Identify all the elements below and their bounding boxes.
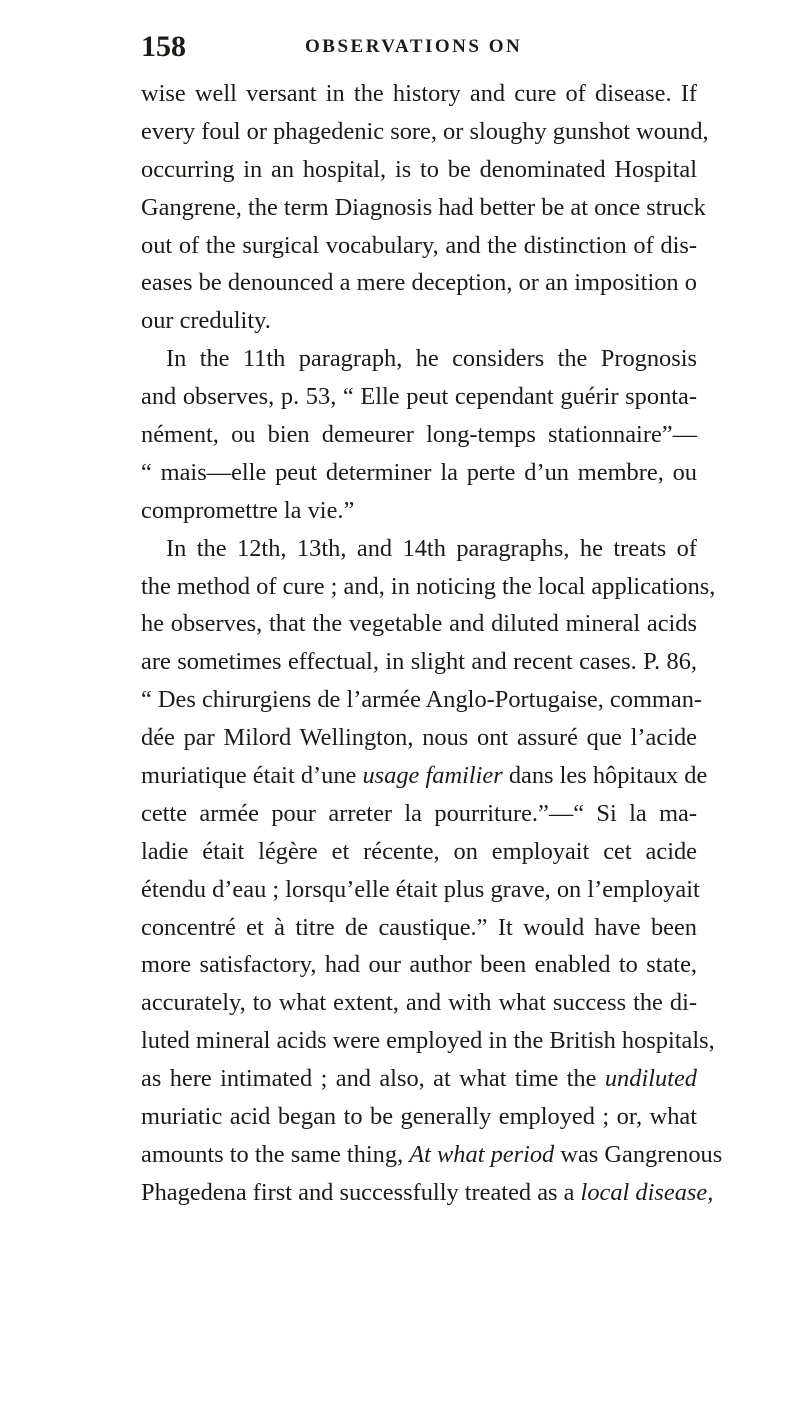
text-line — [141, 492, 697, 530]
running-title: OBSERVATIONS ON — [305, 36, 523, 57]
text-line-content: dée par Milord Wellington, nous ont assuré que l’acide — [141, 724, 697, 752]
text-line-content: he observes, that the vegetable and diluted mineral acids — [141, 610, 697, 638]
text-line — [141, 113, 709, 151]
text-line — [141, 909, 697, 947]
text-line-content: muriatic acid began to be generally employed ; or, what — [141, 1103, 697, 1131]
text-line-content: as here intimated ; and also, at what time the — [141, 1065, 605, 1093]
text-line — [141, 605, 697, 643]
text-line — [141, 264, 697, 302]
text-line-content: and observes, p. 53, “ Elle peut cependant guérir sponta- — [141, 383, 697, 411]
text-line-continuation: dans les hôpitaux de — [502, 762, 708, 790]
text-line-content: ladie était légère et récente, on employait cet acide — [141, 837, 697, 865]
text-line-content: nément, ou bien demeurer long-temps stationnaire”— — [141, 421, 697, 449]
text-line-content: occurring in an hospital, is to be denominated Hospital — [141, 155, 697, 183]
text-line — [141, 795, 697, 833]
text-line-content: every foul or phagedenic sore, or sloughy gunshot wound, — [141, 117, 709, 145]
page-header — [141, 30, 701, 64]
text-line-content: cette armée pour arreter la pourriture.”—“ Si la ma- — [141, 799, 697, 827]
text-line — [141, 1060, 697, 1098]
text-line-content: Phagedena first and successfully treated as a — [141, 1178, 581, 1206]
text-line — [141, 151, 697, 189]
text-line — [141, 189, 706, 227]
text-line-content: out of the surgical vocabulary, and the distinction of dis- — [141, 231, 697, 259]
text-line — [141, 681, 703, 719]
italic-text: At what period — [409, 1140, 555, 1168]
text-line — [141, 719, 697, 757]
text-line-content: Gangrene, the term Diagnosis had better be at once struck — [141, 193, 706, 221]
text-line — [141, 75, 697, 113]
text-line-content: our credulity. — [141, 307, 271, 335]
italic-text: undiluted — [604, 1065, 697, 1093]
text-line-content: In the 12th, 13th, and 14th paragraphs, he treats of — [166, 534, 697, 562]
text-line-content: the method of cure ; and, in noticing the local applications, — [141, 572, 716, 600]
text-line — [141, 1136, 723, 1174]
text-line — [141, 227, 697, 265]
text-line-content: “ Des chirurgiens de l’armée Anglo-Portugaise, comman- — [141, 686, 703, 714]
text-line-content: compromettre la vie.” — [141, 496, 355, 524]
body-text — [141, 75, 723, 1212]
italic-text: local disease, — [580, 1178, 714, 1206]
text-line-content: luted mineral acids were employed in the British hospitals, — [141, 1027, 715, 1055]
text-line-content: concentré et à titre de caustique.” It would have been — [141, 913, 697, 941]
text-line-content: “ mais—elle peut determiner la perte d’un membre, ou — [141, 458, 697, 486]
text-line — [141, 946, 697, 984]
text-line — [141, 871, 700, 909]
text-line — [141, 302, 697, 340]
text-line-content: wise well versant in the history and cure of disease. If — [141, 80, 697, 107]
text-line-content: are sometimes effectual, in slight and recent cases. P. 86, — [141, 648, 697, 676]
text-line — [141, 340, 697, 378]
italic-text: usage familier — [362, 762, 503, 790]
text-line — [141, 416, 697, 454]
text-line-content: amounts to the same thing, — [141, 1140, 410, 1168]
text-line — [141, 984, 697, 1022]
text-line — [141, 454, 697, 492]
text-line — [141, 833, 697, 871]
text-line — [141, 1098, 697, 1136]
text-line — [141, 378, 697, 416]
text-line — [141, 757, 708, 795]
text-line — [141, 1022, 715, 1060]
text-line-content: accurately, to what extent, and with what success the di- — [141, 989, 697, 1017]
text-line-content: In the 11th paragraph, he considers the Prognosis — [166, 345, 697, 373]
page-number: 158 — [141, 30, 186, 63]
text-line — [141, 530, 697, 568]
text-line-content: muriatique était d’une — [141, 762, 363, 790]
text-line — [141, 643, 697, 681]
text-line-continuation: was Gangrenous — [554, 1140, 723, 1168]
text-line-content: more satisfactory, had our author been enabled to state, — [141, 951, 697, 979]
text-line-content: étendu d’eau ; lorsqu’elle était plus grave, on l’employait — [141, 875, 700, 903]
text-line-content: eases be denounced a mere deception, or an imposition o — [141, 269, 697, 297]
text-line — [141, 1174, 714, 1212]
text-line — [141, 568, 716, 606]
